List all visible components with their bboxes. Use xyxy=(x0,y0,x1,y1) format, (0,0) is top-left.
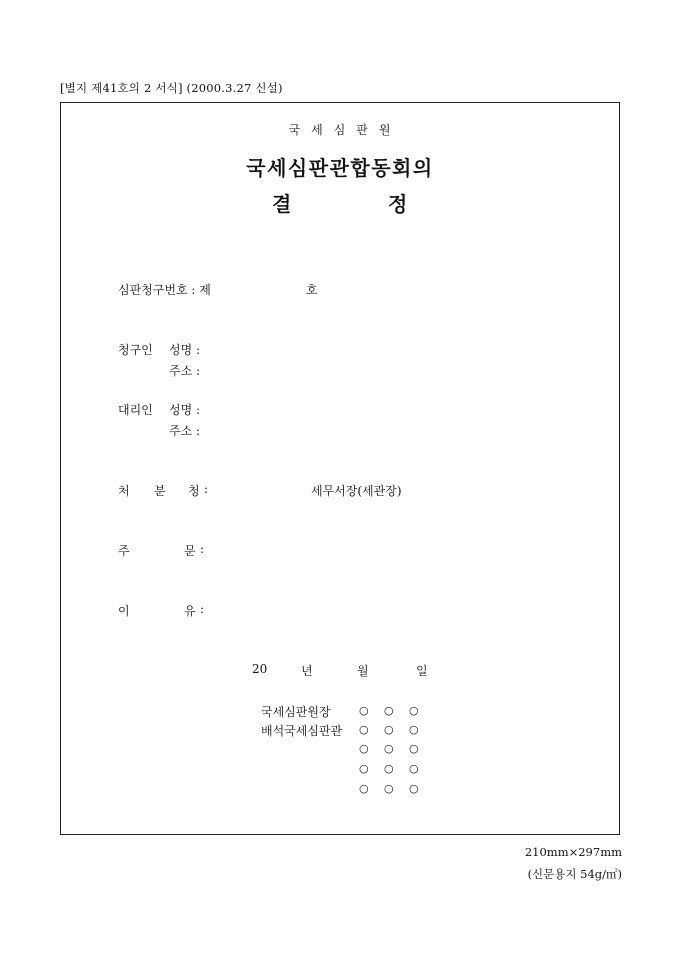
claimant-address-label: 주소 : xyxy=(169,364,201,378)
seal-placeholder: ○ xyxy=(409,762,419,775)
date-year-prefix: 20 xyxy=(252,662,268,676)
order-label-char-2: 문 xyxy=(184,544,196,558)
date-year-label: 년 xyxy=(301,664,313,678)
date-month-label: 월 xyxy=(357,664,369,678)
disposition-label-char-3: 청 xyxy=(188,484,200,498)
associate-judge-title: 배석국세심판관 xyxy=(261,724,343,738)
date-day-label: 일 xyxy=(416,664,428,678)
claimant-name-label: 성명 : xyxy=(169,343,201,357)
claim-number-suffix: 호 xyxy=(306,283,318,297)
decision-title-char-2: 정 xyxy=(388,192,408,216)
organization-name: 국세심판원 xyxy=(288,123,402,137)
paper-spec: (신문용지 54g/㎡) xyxy=(527,867,622,881)
seal-placeholder: ○ xyxy=(384,704,394,717)
document-title: 국세심판관합동회의 xyxy=(246,156,434,180)
seal-placeholder: ○ xyxy=(384,723,394,736)
agent-address-label: 주소 : xyxy=(169,424,201,438)
seal-placeholder: ○ xyxy=(384,782,394,795)
order-label-char-1: 주 xyxy=(118,544,130,558)
seal-placeholder: ○ xyxy=(359,723,369,736)
seal-placeholder: ○ xyxy=(359,782,369,795)
seal-placeholder: ○ xyxy=(409,742,419,755)
seal-placeholder: ○ xyxy=(359,762,369,775)
reason-label-char-1: 이 xyxy=(118,604,130,618)
disposition-value: 세무서장(세관장) xyxy=(311,484,402,498)
paper-size: 210mm×297mm xyxy=(524,845,622,859)
seal-placeholder: ○ xyxy=(384,762,394,775)
disposition-label-char-1: 처 xyxy=(118,484,130,498)
claim-number-label: 심판청구번호 : 제 xyxy=(118,283,211,297)
order-colon: : xyxy=(200,542,205,556)
chair-title: 국세심판원장 xyxy=(261,705,331,719)
reason-colon: : xyxy=(200,602,205,616)
agent-label: 대리인 xyxy=(118,403,153,417)
agent-name-label: 성명 : xyxy=(169,403,201,417)
claimant-label: 청구인 xyxy=(118,343,153,357)
seal-placeholder: ○ xyxy=(384,742,394,755)
decision-title-char-1: 결 xyxy=(272,192,292,216)
seal-placeholder: ○ xyxy=(359,742,369,755)
seal-placeholder: ○ xyxy=(409,704,419,717)
reason-label-char-2: 유 xyxy=(184,604,196,618)
seal-placeholder: ○ xyxy=(409,782,419,795)
form-reference-note: [별지 제41호의 2 서식] (2000.3.27 신설) xyxy=(60,81,283,95)
disposition-label-char-2: 분 xyxy=(154,484,166,498)
disposition-colon: : xyxy=(204,482,209,496)
seal-placeholder: ○ xyxy=(409,723,419,736)
seal-placeholder: ○ xyxy=(359,704,369,717)
